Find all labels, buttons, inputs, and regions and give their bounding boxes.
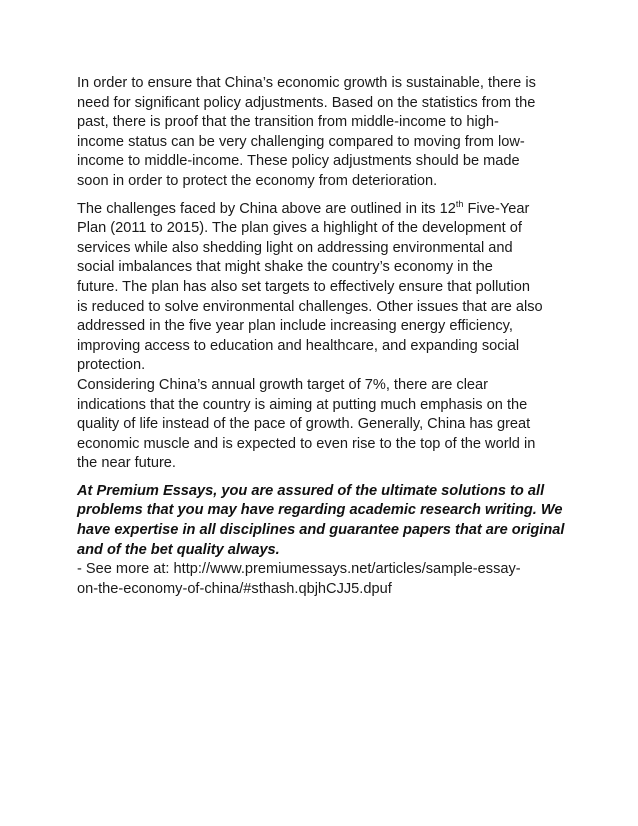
ordinal-suffix: th: [455, 198, 464, 209]
text-line: future. The plan has also set targets to effectively ensure that pollution: [77, 278, 530, 295]
text-line: protection.: [77, 357, 146, 374]
text-line: [77, 200, 565, 220]
text-line: economic muscle and is expected to even rise to the top of the world in: [77, 435, 536, 452]
text-line: have expertise in all disciplines and guarantee papers that are original: [77, 522, 565, 539]
paragraph-five-year-plan: [77, 200, 565, 376]
text-line: Plan (2011 to 2015). The plan gives a highlight of the development of: [77, 220, 522, 237]
paragraph-growth-target: [77, 376, 565, 474]
text-line: is reduced to solve environmental challenges. Other issues that are also: [77, 298, 543, 315]
source-link-line[interactable]: on-the-economy-of-china/#sthash.qbjhCJJ5.dpuf: [77, 580, 392, 597]
text-line: and of the bet quality always.: [77, 541, 280, 558]
text-line: problems that you may have regarding academic research writing. We: [77, 502, 563, 519]
text-line: At Premium Essays, you are assured of the ultimate solutions to all: [77, 482, 545, 499]
text-line: In order to ensure that China’s economic growth is sustainable, there is: [77, 75, 536, 91]
text-line: improving access to education and healthcare, and expanding social: [77, 337, 520, 354]
text-line: the near future.: [77, 455, 176, 472]
source-link-line[interactable]: - See more at: http://www.premiumessays.net/articles/sample-essay-: [77, 561, 521, 578]
text-line: addressed in the five year plan include increasing energy efficiency,: [77, 318, 513, 335]
text-line: indications that the country is aiming at putting much emphasis on the: [77, 396, 528, 413]
paragraph-promo: [77, 482, 565, 560]
text-line: services while also shedding light on addressing environmental and: [77, 239, 513, 256]
text-line: soon in order to protect the economy from deterioration.: [77, 172, 438, 189]
text-line: past, there is proof that the transition from middle-income to high-: [77, 114, 499, 131]
paragraph-source-link: [77, 560, 565, 599]
text-line: quality of life instead of the pace of growth. Generally, China has great: [77, 416, 531, 433]
text-line: income status can be very challenging compared to moving from low-: [77, 133, 525, 150]
document-body: [77, 74, 565, 599]
text-line: Considering China’s annual growth target of 7%, there are clear: [77, 376, 489, 393]
paragraph-policy-adjustments: [77, 74, 565, 192]
text-segment: Five-Year: [463, 200, 530, 217]
text-segment: The challenges faced by China above are outlined in its 12: [77, 200, 456, 217]
text-line: income to middle-income. These policy adjustments should be made: [77, 153, 520, 170]
text-line: need for significant policy adjustments. Based on the statistics from the: [77, 94, 536, 111]
text-line: social imbalances that might shake the country’s economy in the: [77, 259, 493, 276]
